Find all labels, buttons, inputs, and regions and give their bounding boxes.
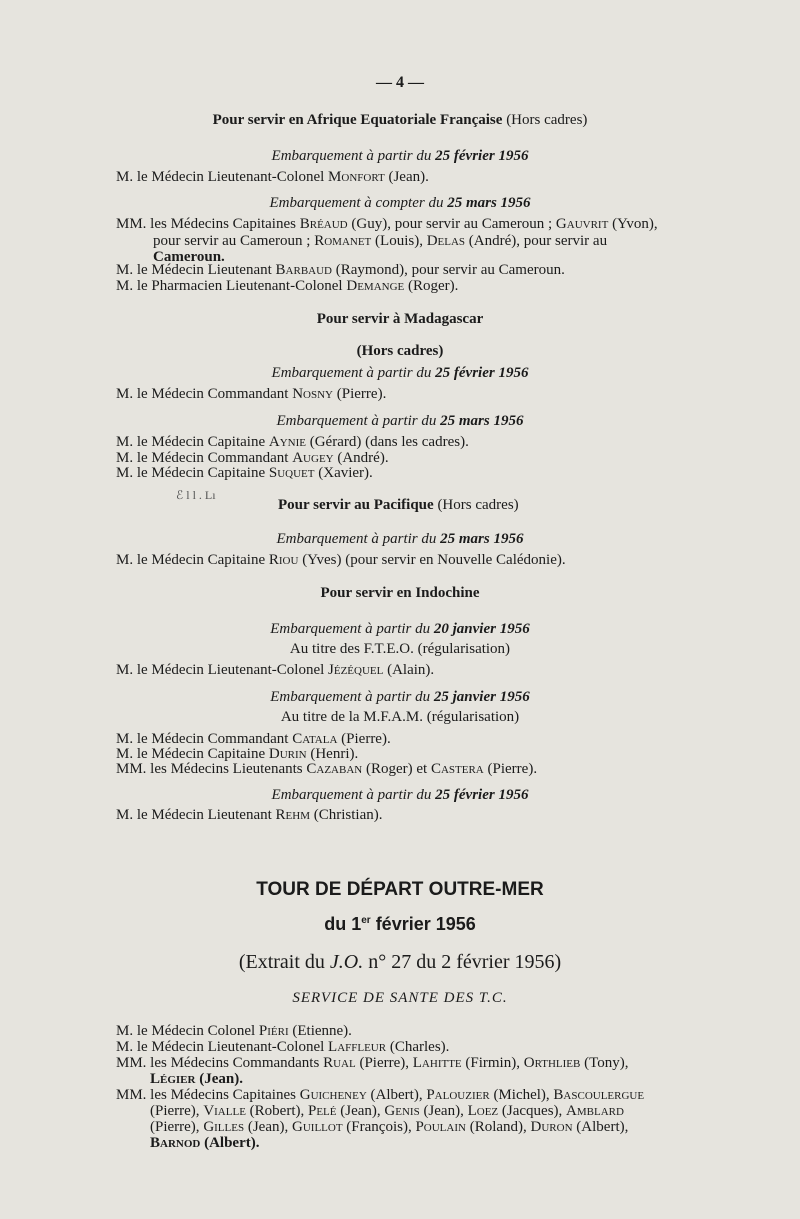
personnel-line-continued: Légier (Jean). [150, 1071, 243, 1087]
embarquement-date: 25 février 1956 [435, 148, 529, 164]
heading-pacifique: Pour servir au Pacifique (Hors cadres) [278, 497, 519, 513]
personnel-line: M. le Pharmacien Lieutenant-Colonel Demange (Roger). [116, 278, 459, 294]
surname: Riou [268, 552, 299, 568]
surname: Orthlieb [523, 1055, 581, 1071]
personnel-line: M. le Médecin Commandant Augey (André). [116, 450, 389, 466]
personnel-line: M. le Médecin Capitaine Riou (Yves) (pour servir en Nouvelle Calédonie). [116, 552, 566, 568]
embarquement-line: Embarquement à partir du 20 janvier 1956 [270, 621, 530, 637]
title-line: Au titre de la M.F.A.M. (régularisation) [280, 709, 520, 725]
embarquement-line: Embarquement à compter du 25 mars 1956 [269, 195, 531, 211]
personnel-line: M. le Médecin Capitaine Suquet (Xavier). [116, 465, 373, 481]
heading-afrique-suffix: (Hors cadres) [506, 112, 588, 128]
subheading-hors-cadres: (Hors cadres) [356, 343, 444, 359]
surname: Cazaban [306, 761, 363, 777]
personnel-line: M. le Médecin Lieutenant-Colonel Monfort (Jean). [116, 169, 429, 185]
surname: Piéri [258, 1023, 289, 1039]
personnel-line: M. le Médecin Capitaine Aynie (Gérard) (dans les cadres). [116, 434, 469, 450]
personnel-line-continued: (Pierre), Gilles (Jean), Guillot (François), Poulain (Roland), Duron (Albert), [150, 1119, 629, 1135]
surname: Guicheney [299, 1087, 367, 1103]
surname: Légier [150, 1071, 196, 1087]
heading-indochine: Pour servir en Indochine [320, 585, 480, 601]
service-heading: SERVICE DE SANTE DES T.C. [292, 990, 508, 1006]
surname: Rual [323, 1055, 356, 1071]
personnel-line: M. le Médecin Commandant Nosny (Pierre). [116, 386, 387, 402]
personnel-line-continued: Cameroun. [153, 249, 225, 265]
surname: Lahitte [412, 1055, 462, 1071]
surname: Durin [268, 746, 307, 762]
surname: Jézéquel [328, 662, 384, 678]
surname: Duron [530, 1119, 573, 1135]
surname: Rehm [275, 807, 310, 823]
personnel-line: MM. les Médecins Capitaines Bréaud (Guy), pour servir au Cameroun ; Gauvrit (Yvon), [116, 216, 658, 232]
surname: Demange [346, 278, 405, 294]
personnel-line: MM. les Médecins Lieutenants Cazaban (Roger) et Castera (Pierre). [116, 761, 538, 777]
personnel-line-continued: Barnod (Albert). [150, 1135, 260, 1151]
surname: Augey [292, 450, 334, 466]
surname: Castera [430, 761, 484, 777]
surname: Barbaud [275, 262, 332, 278]
tour-date: du 1er février 1956 [324, 914, 476, 934]
personnel-line: M. le Médecin Lieutenant Barbaud (Raymond), pour servir au Cameroun. [116, 262, 565, 278]
personnel-line: M. le Médecin Capitaine Durin (Henri). [116, 746, 359, 762]
tour-title: TOUR DE DÉPART OUTRE-MER [256, 879, 544, 900]
embarquement-line [0, 147, 800, 165]
surname: Barnod [150, 1135, 201, 1151]
handwritten-mark: ℰ l l . Lı [176, 488, 216, 502]
embarquement-text: Embarquement à partir du [271, 148, 432, 164]
embarquement-line: Embarquement à partir du 25 février 1956 [271, 365, 529, 381]
surname: Gilles [203, 1119, 245, 1135]
personnel-line: M. le Médecin Colonel Piéri (Etienne). [116, 1023, 352, 1039]
heading-afrique [0, 111, 800, 129]
surname: Romanet [314, 233, 372, 249]
surname: Amblard [566, 1103, 624, 1119]
personnel-line: MM. les Médecins Commandants Rual (Pierre), Lahitte (Firmin), Orthlieb (Tony), [116, 1055, 629, 1071]
surname: Gauvrit [555, 216, 609, 232]
page-number: — 4 — [376, 74, 424, 91]
surname: Loez [467, 1103, 499, 1119]
surname: Guillot [292, 1119, 343, 1135]
surname: Suquet [268, 465, 315, 481]
personnel-line: M. le Médecin Commandant Catala (Pierre). [116, 731, 391, 747]
surname: Nosny [292, 386, 334, 402]
embarquement-line: Embarquement à partir du 25 février 1956 [271, 787, 529, 803]
embarquement-line: Embarquement à partir du 25 mars 1956 [276, 413, 524, 429]
heading-afrique-text: Pour servir en Afrique Equatoriale Française [212, 112, 503, 128]
personnel-line: MM. les Médecins Capitaines Guicheney (Albert), Palouzier (Michel), Bascoulergue [116, 1087, 645, 1103]
personnel-line-continued: (Pierre), Vialle (Robert), Pelé (Jean), Genis (Jean), Loez (Jacques), Amblard [150, 1103, 624, 1119]
surname: Palouzier [426, 1087, 490, 1103]
personnel-line: M. le Médecin Lieutenant-Colonel Jézéquel (Alain). [116, 662, 435, 678]
heading-madagascar: Pour servir à Madagascar [316, 311, 484, 327]
surname: Delas [426, 233, 466, 249]
title-line: Au titre des F.T.E.O. (régularisation) [289, 641, 511, 657]
surname: Aynie [268, 434, 306, 450]
embarquement-line: Embarquement à partir du 25 janvier 1956 [270, 689, 530, 705]
surname: Catala [292, 731, 338, 747]
surname: Laffleur [328, 1039, 387, 1055]
surname: Poulain [415, 1119, 466, 1135]
personnel-line: M. le Médecin Lieutenant Rehm (Christian). [116, 807, 383, 823]
surname: Vialle [203, 1103, 246, 1119]
personnel-line: M. le Médecin Lieutenant-Colonel Laffleur (Charles). [116, 1039, 450, 1055]
surname: Pelé [308, 1103, 337, 1119]
extract-reference: (Extrait du J.O. n° 27 du 2 février 1956) [238, 951, 562, 973]
surname: Monfort [328, 169, 385, 185]
surname: Genis [384, 1103, 420, 1119]
embarquement-line: Embarquement à partir du 25 mars 1956 [276, 531, 524, 547]
surname: Bréaud [299, 216, 348, 232]
surname: Bascoulergue [553, 1087, 645, 1103]
personnel-line-continued: pour servir au Cameroun ; Romanet (Louis), Delas (André), pour servir au [153, 233, 608, 249]
